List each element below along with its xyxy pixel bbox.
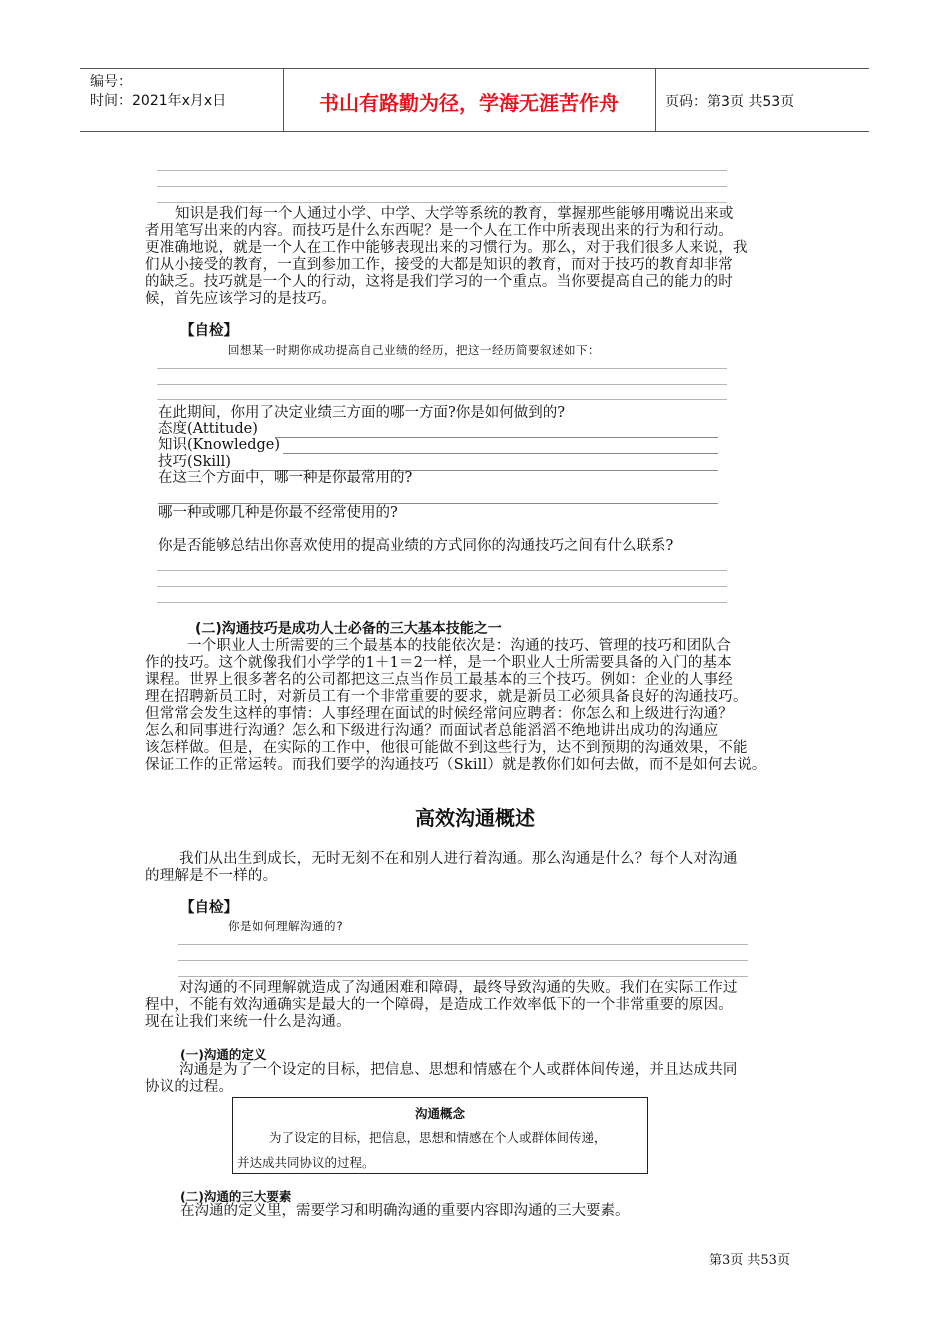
paragraph-line: 但常常会发生这样的事情：人事经理在面试的时候经常问应聘者：你怎么和上级进行沟通？ [145, 706, 733, 722]
concept-line: 并达成共同协议的过程。 [237, 1155, 375, 1170]
header-motto: 书山有路勤为径，学海无涯苦作舟 [319, 91, 619, 115]
paragraph-line: 更准确地说，就是一个人在工作中能够表现出来的习惯行为。那么，对于我们很多人来说，我 [145, 240, 748, 256]
section-paragraph [145, 638, 767, 774]
attitude-label: 态度(Attitude) [158, 421, 258, 437]
paragraph-line: 我们从出生到成长，无时无刻不在和别人进行着沟通。那么沟通是什么？每个人对沟通 [179, 851, 738, 867]
paragraph-line: 对沟通的不同理解就造成了沟通困难和障碍，最终导致沟通的失败。我们在实际工作过 [179, 980, 738, 996]
answer-line [157, 170, 727, 171]
elements-text: 在沟通的定义里，需要学习和明确沟通的重要内容即沟通的三大要素。 [180, 1203, 630, 1219]
header-meta [90, 73, 226, 111]
section-heading: (二)沟通技巧是成功人士必备的三大基本技能之一 [195, 621, 502, 637]
skill-label: 技巧(Skill) [158, 454, 231, 470]
page-header [80, 68, 869, 132]
paragraph-line: 一个职业人士所需要的三个最基本的技能依次是：沟通的技巧、管理的技巧和团队合 [187, 638, 731, 654]
paragraph-line: 协议的过程。 [145, 1079, 234, 1095]
self-check-title: 【自检】 [180, 900, 238, 916]
question-text: 在这三个方面中，哪一种是你最常用的? [158, 470, 413, 486]
answer-line [157, 586, 727, 587]
barrier-paragraph [145, 980, 738, 1031]
paragraph-line: 理在招聘新员工时，对新员工有一个非常重要的要求，就是新员工必须具备良好的沟通技巧。 [145, 689, 748, 705]
question-text: 你是否能够总结出你喜欢使用的提高业绩的方式同你的沟通技巧之间有什么联系? [158, 538, 674, 554]
header-divider [655, 69, 656, 131]
paragraph-line: 现在让我们来统一什么是沟通。 [145, 1014, 351, 1030]
question-text: 哪一种或哪几种是你最不经常使用的? [158, 505, 398, 521]
self-check-title: 【自检】 [180, 323, 238, 339]
paragraph-line: 知识是我们每一个人通过小学、中学、大学等系统的教育，掌握那些能够用嘴说出来或 [175, 206, 734, 222]
paragraph-line: 保证工作的正常运转。而我们要学的沟通技巧（Skill）就是教你们如何去做，而不是如何去说。 [145, 757, 767, 773]
paragraph-line: 者用笔写出来的内容。而技巧是什么东西呢？是一个人在工作中所表现出来的行为和行动。 [145, 223, 733, 239]
answer-line [157, 570, 727, 571]
self-check-prompt: 回想某一时期你成功提高自己业绩的经历，把这一经历简要叙述如下： [228, 343, 600, 357]
serial-label: 编号： [90, 74, 132, 90]
answer-line [283, 453, 718, 454]
intro-paragraph [145, 851, 738, 885]
paragraph-line: 沟通是为了一个设定的目标，把信息、思想和情感在个人或群体间传递，并且达成共同 [179, 1062, 738, 1078]
answer-line [178, 960, 748, 961]
paragraph-line: 候，首先应该学习的是技巧。 [145, 291, 337, 307]
paragraph-line: 作的技巧。这个就像我们小学学的1＋1＝2一样，是一个职业人士所需要具备的入门的基本 [145, 655, 732, 671]
answer-line [158, 503, 718, 504]
answer-line [157, 384, 727, 385]
concept-title: 沟通概念 [414, 1106, 465, 1121]
paragraph-line: 程中，不能有效沟通确实是最大的一个障碍，是造成工作效率低下的一个非常重要的原因。 [145, 997, 733, 1013]
answer-line [157, 186, 727, 187]
paragraph-line: 们从小接受的教育，一直到参加工作，接受的大都是知识的教育，而对于技巧的教育却非常 [145, 257, 733, 273]
definition-paragraph [145, 1062, 738, 1096]
paragraph-line: 课程。世界上很多著名的公司都把这三点当作员工最基本的三个技巧。例如：企业的人事经 [145, 672, 733, 688]
chapter-title: 高效沟通概述 [415, 806, 535, 830]
concept-line: 为了设定的目标，把信息，思想和情感在个人或群体间传递， [269, 1130, 607, 1145]
question-text: 在此期间，你用了决定业绩三方面的哪一方面?你是如何做到的? [158, 405, 566, 421]
knowledge-label: 知识(Knowledge) [158, 437, 280, 453]
self-check-prompt: 你是如何理解沟通的? [228, 919, 344, 933]
subsection-heading: (二)沟通的三大要素 [180, 1189, 292, 1204]
paragraph-line: 该怎样做。但是，在实际的工作中，他很可能做不到这些行为，达不到预期的沟通效果，不能 [145, 740, 748, 756]
concept-box [232, 1097, 648, 1174]
answer-line [157, 202, 727, 203]
answer-line [157, 368, 727, 369]
answer-line [178, 944, 748, 945]
date-line: 时间：2021年x月x日 [90, 93, 227, 109]
paragraph-line: 怎么和同事进行沟通？怎么和下级进行沟通？而面试者总能滔滔不绝地讲出成功的沟通应 [145, 723, 719, 739]
footer-page-number: 第3页 共53页 [709, 1253, 790, 1268]
answer-line [157, 602, 727, 603]
paragraph-line: 的理解是不一样的。 [145, 868, 278, 884]
answer-line [178, 976, 748, 977]
subsection-heading: (一)沟通的定义 [180, 1047, 267, 1062]
answer-line [275, 437, 718, 438]
header-page-number: 页码：第3页 共53页 [665, 94, 795, 110]
paragraph-line: 的缺乏。技巧就是一个人的行动，这将是我们学习的一个重点。当你要提高自己的能力的时 [145, 274, 733, 290]
knowledge-skill-paragraph [145, 206, 748, 308]
answer-line [157, 399, 727, 400]
